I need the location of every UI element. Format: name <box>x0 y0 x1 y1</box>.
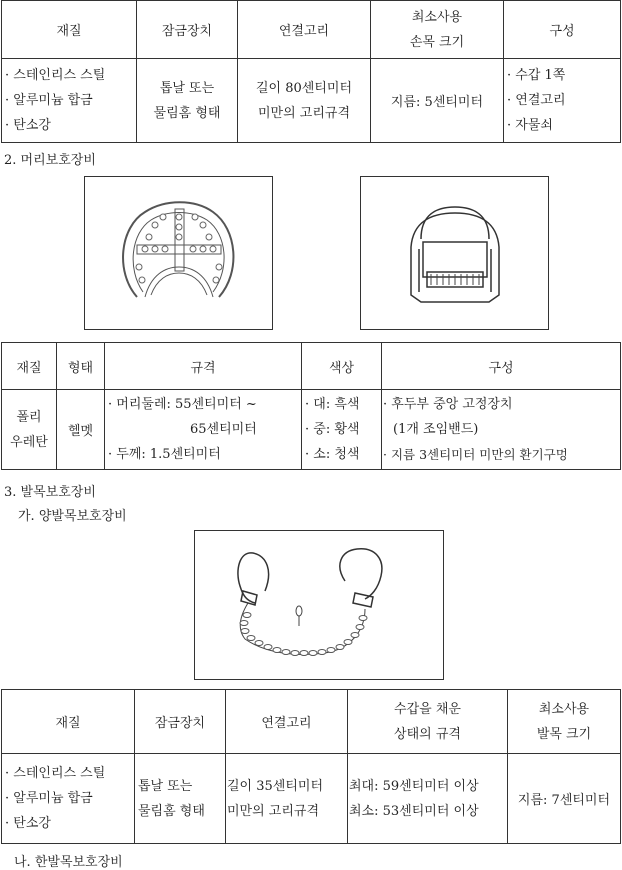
header-link: 연결고리 <box>238 1 371 59</box>
header-lock: 잠금장치 <box>135 690 226 754</box>
header-material: 재질 <box>2 690 135 754</box>
helmet-back-image <box>360 176 549 330</box>
header-material: 재질 <box>2 1 137 59</box>
header-min-wrist-size: 최소사용 손목 크기 <box>371 1 504 59</box>
header-composition: 구성 <box>504 1 621 59</box>
header-min-ankle-size: 최소사용 발목 크기 <box>508 690 621 754</box>
leg-cuffs-image <box>194 530 444 680</box>
cell-spec: 최대: 59센티미터 이상 최소: 53센티미터 이상 <box>348 754 508 844</box>
header-shape: 형태 <box>57 343 105 390</box>
cell-material: 폴리 우레탄 <box>2 390 57 470</box>
subsection-b-heading: 나. 한발목보호장비 <box>14 855 123 870</box>
header-spec: 규격 <box>105 343 302 390</box>
wrist-restraint-table <box>1 0 621 143</box>
helmet-front-image <box>84 176 273 330</box>
cell-link: 길이 35센티미터 미만의 고리규격 <box>226 754 348 844</box>
header-cuffed-spec: 수갑을 채운 상태의 규격 <box>348 690 508 754</box>
header-material: 재질 <box>2 343 57 390</box>
cell-composition: · 수갑 1쪽 · 연결고리 · 자물쇠 <box>504 59 621 143</box>
header-link: 연결고리 <box>226 690 348 754</box>
cell-lock: 톱날 또는 물림홈 형태 <box>135 754 226 844</box>
cell-material: · 스테인리스 스틸 · 알루미늄 합금 · 탄소강 <box>2 59 137 143</box>
section-2-heading: 2. 머리보호장비 <box>4 153 96 168</box>
cell-spec: · 머리둘레: 55센티미터 ~ 65센티미터 · 두께: 1.5센티미터 <box>105 390 302 470</box>
section-3-heading: 3. 발목보호장비 <box>4 485 96 500</box>
cell-link: 길이 80센티미터 미만의 고리규격 <box>238 59 371 143</box>
cell-size: 지름: 5센티미터 <box>371 59 504 143</box>
cell-color: · 대: 흑색 · 중: 황색 · 소: 청색 <box>302 390 382 470</box>
header-lock: 잠금장치 <box>137 1 238 59</box>
subsection-a-heading: 가. 양발목보호장비 <box>18 509 127 524</box>
cell-material: · 스테인리스 스틸 · 알루미늄 합금 · 탄소강 <box>2 754 135 844</box>
cell-size: 지름: 7센티미터 <box>508 754 621 844</box>
ankle-restraint-table <box>1 689 621 844</box>
helmet-table <box>1 342 621 470</box>
header-color: 색상 <box>302 343 382 390</box>
cell-shape: 헬멧 <box>57 390 105 470</box>
cell-composition: · 후두부 중앙 고정장치 (1개 조임밴드) · 지름 3센티미터 미만의 환기구멍 <box>382 390 621 470</box>
cell-lock: 톱날 또는 물림홈 형태 <box>137 59 238 143</box>
header-composition: 구성 <box>382 343 621 390</box>
